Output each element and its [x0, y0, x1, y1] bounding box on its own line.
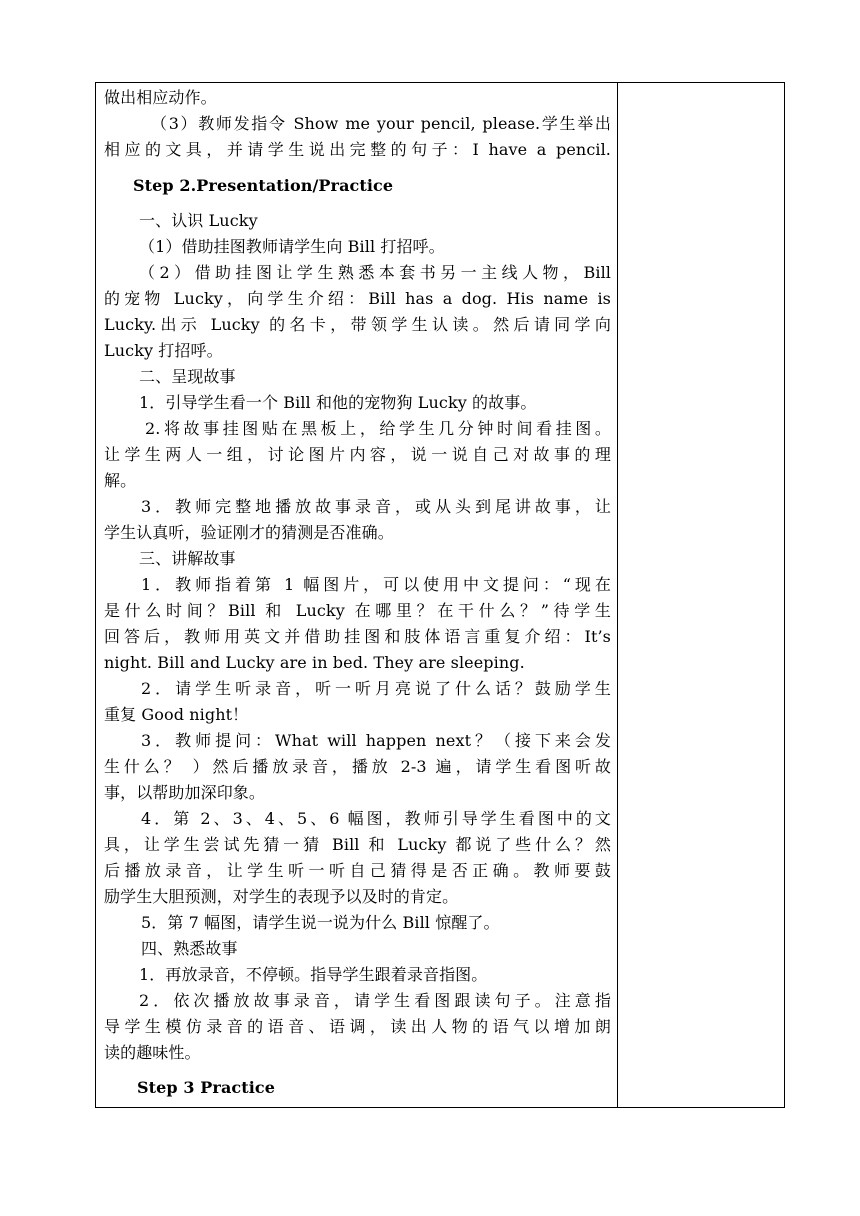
text-line: 后播放录音，让学生听一听自己猜得是否正确。教师要鼓: [104, 861, 611, 880]
text-line: 1．教师指着第 1 幅图片，可以使用中文提问：“现在: [141, 575, 611, 594]
text-line: 具，让学生尝试先猜一猜 Bill 和 Lucky 都说了些什么？然: [104, 835, 611, 854]
text-line: 事，以帮助加深印象。: [104, 783, 266, 802]
text-line: 学生认真听，验证刚才的猜测是否准确。: [104, 523, 394, 542]
section-heading: 一、认识 Lucky: [139, 211, 258, 230]
text-line: 4．第 2、3、4、5、6 幅图，教师引导学生看图中的文: [141, 809, 611, 828]
text-line: （3）教师发指令 Show me your pencil, please.学生举出: [151, 114, 611, 133]
text-line: 1．引导学生看一个 Bill 和他的宠物狗 Lucky 的故事。: [139, 393, 537, 412]
text-line: 读的趣味性。: [104, 1043, 201, 1062]
text-line: 相应的文具，并请学生说出完整的句子：I have a pencil.: [104, 140, 611, 159]
text-line: 1．再放录音，不停顿。指导学生跟着录音指图。: [139, 965, 488, 984]
text-line: 回答后，教师用英文并借助挂图和肢体语言重复介绍：It’s: [104, 627, 611, 646]
text-line: night. Bill and Lucky are in bed. They are sleeping.: [104, 653, 525, 672]
procedure-cell: [96, 83, 617, 1107]
step-heading: Step 3 Practice: [137, 1078, 276, 1097]
text-line: 解。: [104, 471, 137, 490]
section-heading: 四、熟悉故事: [141, 939, 238, 958]
text-line: 2．依次播放故事录音，请学生看图跟读句子。注意指: [139, 991, 611, 1010]
text-line: 的宠物 Lucky，向学生介绍：Bill has a dog. His name is: [104, 289, 611, 308]
text-line: （1）借助挂图教师请学生向 Bill 打招呼。: [139, 237, 445, 256]
section-heading: 二、呈现故事: [139, 367, 236, 386]
notes-cell: [618, 83, 784, 1107]
text-line: Lucky 打招呼。: [104, 341, 223, 360]
text-line: （2）借助挂图让学生熟悉本套书另一主线人物，Bill: [139, 263, 611, 282]
section-heading: 三、讲解故事: [139, 549, 236, 568]
text-line: 让学生两人一组，讨论图片内容，说一说自己对故事的理: [104, 445, 611, 464]
text-line: 做出相应动作。: [104, 88, 217, 107]
text-line: 5．第 7 幅图，请学生说一说为什么 Bill 惊醒了。: [141, 913, 500, 932]
text-line: 导学生模仿录音的语音、语调，读出人物的语气以增加朗: [104, 1017, 611, 1036]
text-line: 2.将故事挂图贴在黑板上，给学生几分钟时间看挂图。: [145, 419, 611, 438]
text-line: 3．教师提问：What will happen next？（接下来会发: [141, 731, 611, 750]
text-line: 2．请学生听录音，听一听月亮说了什么话？鼓励学生: [141, 679, 611, 698]
text-line: 生什么？ ）然后播放录音，播放 2-3 遍，请学生看图听故: [104, 757, 611, 776]
text-line: Lucky.出示 Lucky 的名卡，带领学生认读。然后请同学向: [104, 315, 611, 334]
lesson-plan-table: [95, 82, 785, 1108]
text-line: 重复 Good night！: [104, 705, 249, 724]
text-line: 3．教师完整地播放故事录音，或从头到尾讲故事，让: [141, 497, 611, 516]
step-heading: Step 2.Presentation/Practice: [133, 176, 394, 195]
text-line: 励学生大胆预测，对学生的表现予以及时的肯定。: [104, 887, 459, 906]
text-line: 是什么时间？Bill 和 Lucky 在哪里？在干什么？”待学生: [104, 601, 611, 620]
